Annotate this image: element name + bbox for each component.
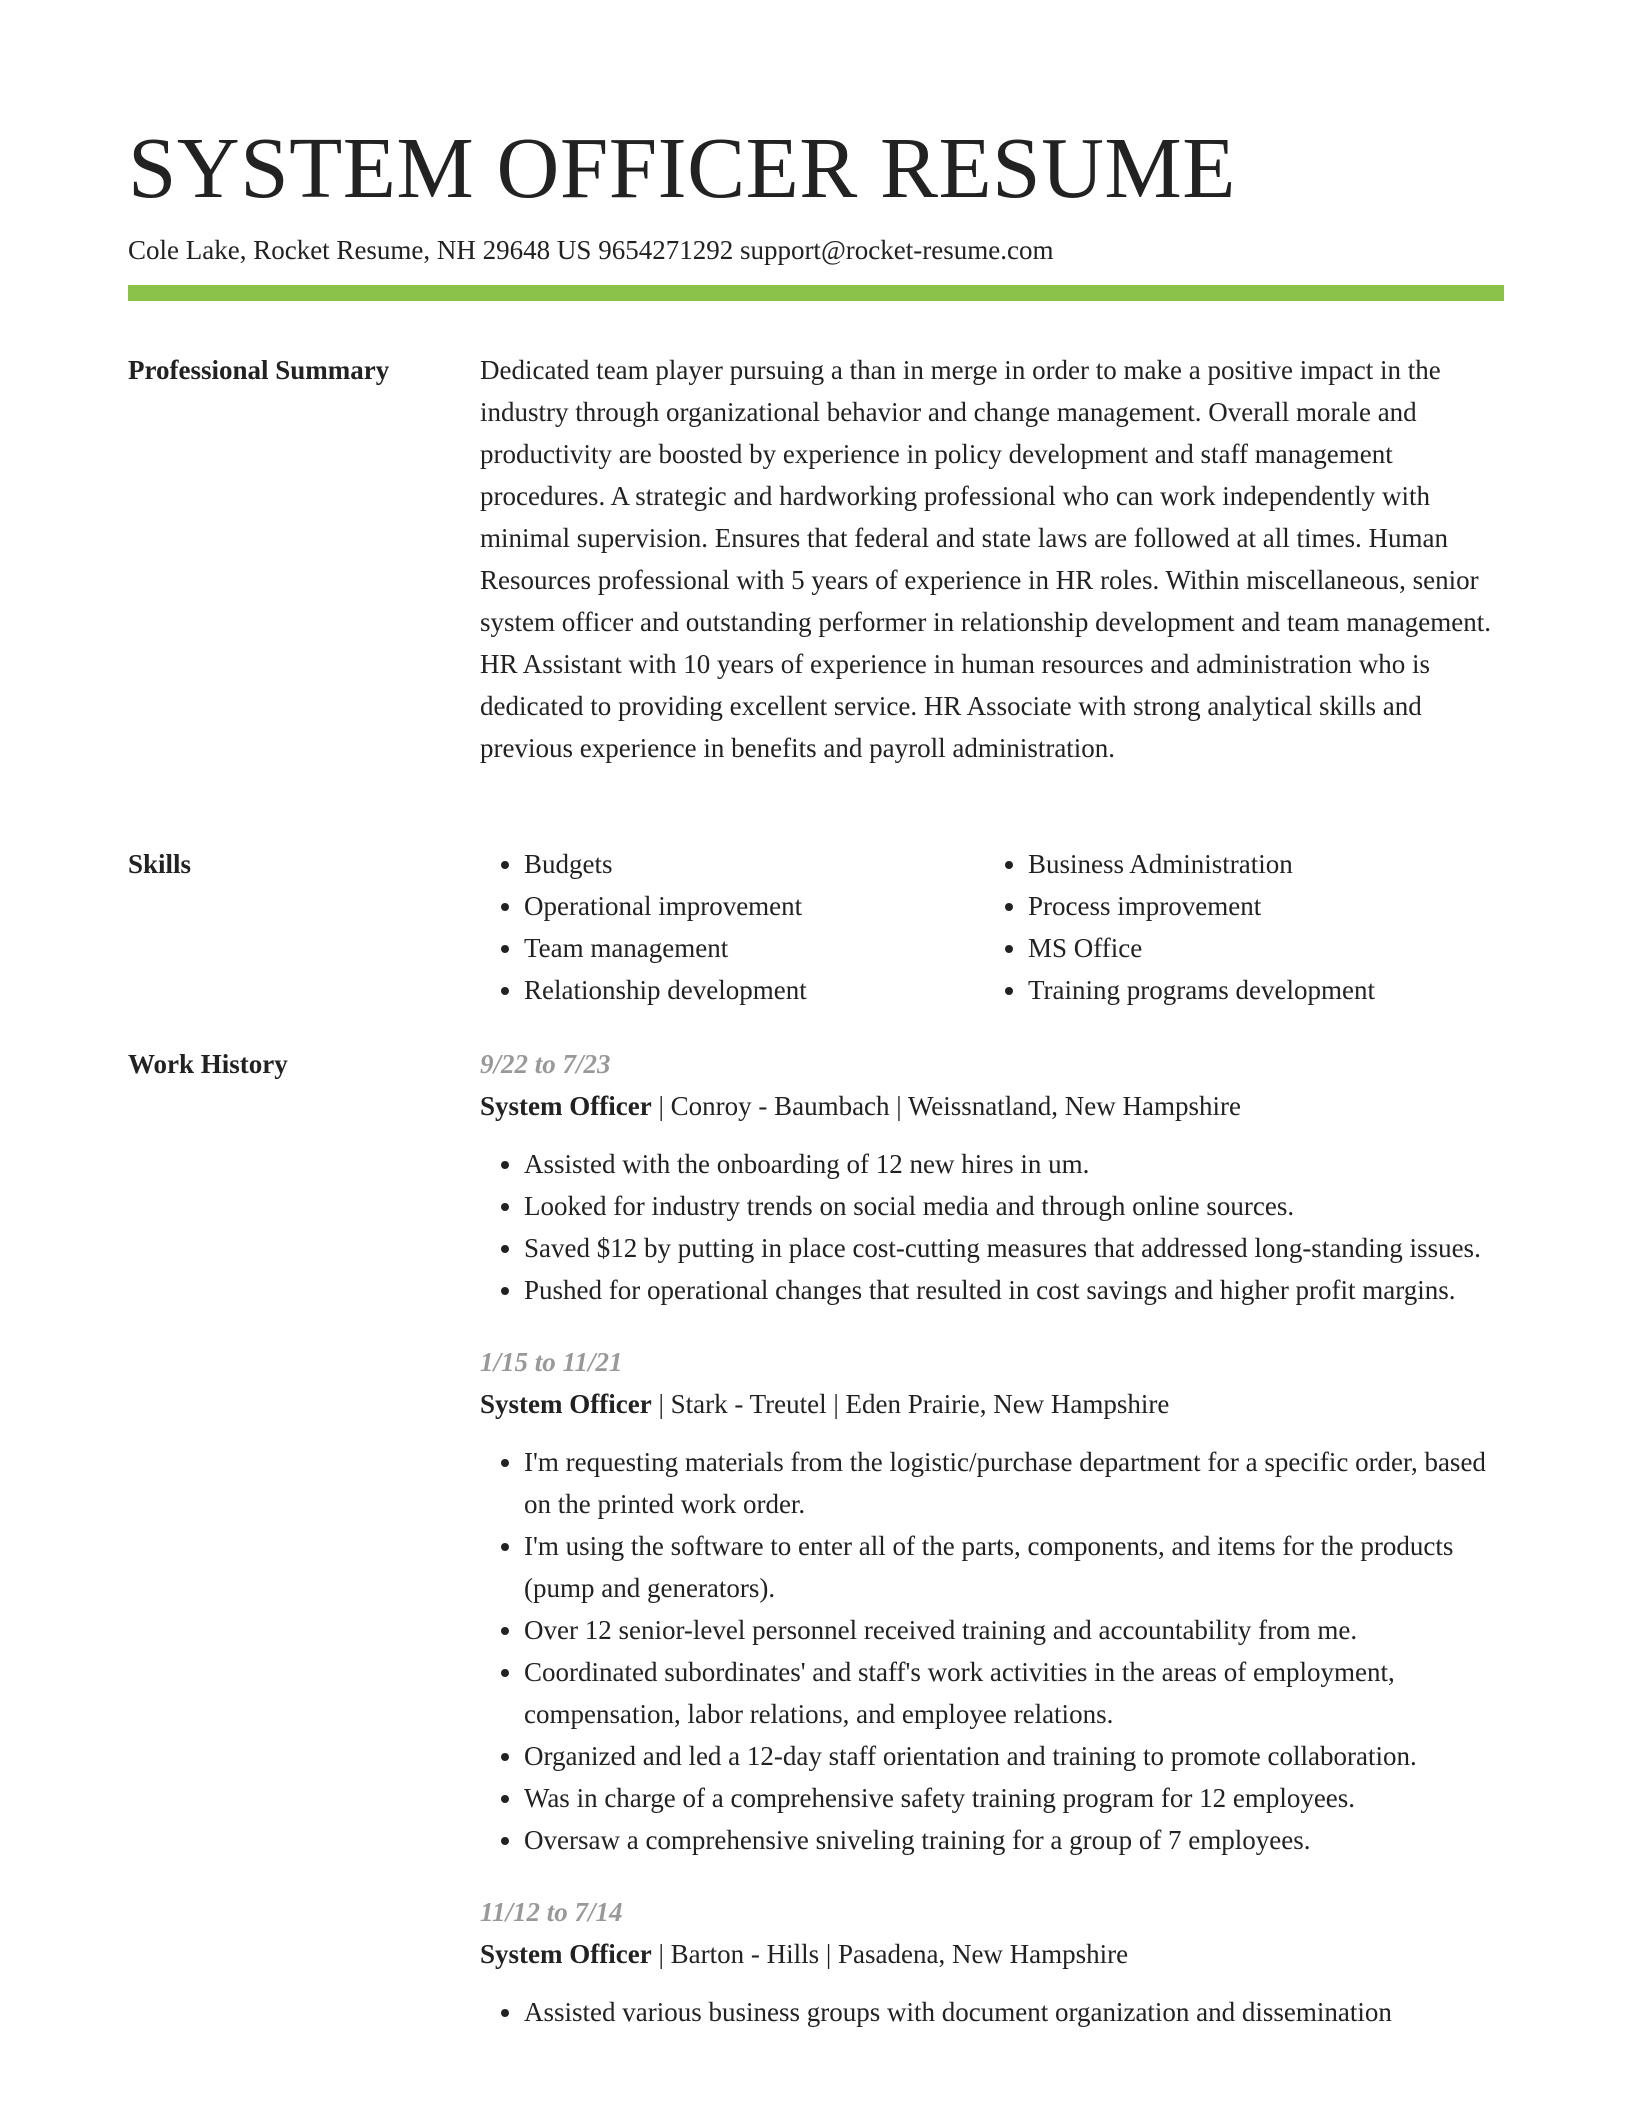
job-bullet: • I'm requesting materials from the logistic/purchase department for a specific order, based on the printed work order.	[524, 1441, 1504, 1525]
job-dates: 11/12 to 7/14	[480, 1897, 623, 1927]
job-entry	[480, 1891, 1504, 2033]
work-history-body	[480, 1043, 1504, 2063]
job-dates: 9/22 to 7/23	[480, 1049, 611, 1079]
job-bullet: • Looked for industry trends on social media and through online sources.	[524, 1185, 1504, 1227]
job-employer: | Stark - Treutel | Eden Prairie, New Hampshire	[651, 1389, 1170, 1419]
job-employer: | Conroy - Baumbach | Weissnatland, New Hampshire	[651, 1091, 1241, 1121]
job-bullet: • Coordinated subordinates' and staff's work activities in the areas of employment, compensation, labor relations, and employee relations.	[524, 1651, 1504, 1735]
skills-columns	[480, 843, 1504, 1011]
job-bullet: • Organized and led a 12-day staff orientation and training to promote collaboration.	[524, 1735, 1504, 1777]
resume-title: SYSTEM OFFICER RESUME	[128, 119, 1236, 216]
contact-email: support@rocket-resume.com	[739, 235, 1054, 265]
job-bullet: • Oversaw a comprehensive sniveling training for a group of 7 employees.	[524, 1819, 1504, 1861]
job-bullet: • I'm using the software to enter all of the parts, components, and items for the products (pump and generators).	[524, 1525, 1504, 1609]
skill-item: • Budgets	[524, 843, 984, 885]
job-bullet: • Saved $12 by putting in place cost-cutting measures that addressed long-standing issues.	[524, 1227, 1504, 1269]
job-heading	[480, 1933, 1504, 1975]
job-bullet: • Pushed for operational changes that resulted in cost savings and higher profit margins.	[524, 1269, 1504, 1311]
job-bullet: • Over 12 senior-level personnel received training and accountability from me.	[524, 1609, 1504, 1651]
skill-item: • Business Administration	[1028, 843, 1488, 885]
skill-item: • Training programs development	[1028, 969, 1488, 1011]
skill-item: • Relationship development	[524, 969, 984, 1011]
summary-body	[480, 349, 1504, 769]
job-bullet: • Was in charge of a comprehensive safety training program for 12 employees.	[524, 1777, 1504, 1819]
summary-label: Professional Summary	[128, 355, 390, 385]
skills-list-right	[984, 843, 1488, 1011]
job-bullet: • Assisted with the onboarding of 12 new hires in um.	[524, 1143, 1504, 1185]
skills-list-left	[480, 843, 984, 1011]
skill-item: • MS Office	[1028, 927, 1488, 969]
contact-address: Cole Lake, Rocket Resume, NH 29648 US	[128, 235, 592, 265]
job-heading	[480, 1085, 1504, 1127]
resume-header	[128, 118, 1504, 268]
job-entry	[480, 1341, 1504, 1861]
job-entry	[480, 1043, 1504, 1311]
skills-label: Skills	[128, 849, 192, 879]
work-history-label: Work History	[128, 1049, 288, 1079]
contact-phone: 9654271292	[598, 235, 734, 265]
job-title: System Officer	[480, 1389, 652, 1419]
skill-item: • Operational improvement	[524, 885, 984, 927]
job-title: System Officer	[480, 1939, 652, 1969]
job-employer: | Barton - Hills | Pasadena, New Hampshire	[651, 1939, 1129, 1969]
job-bullet: • Assisted various business groups with document organization and dissemination	[524, 1991, 1504, 2033]
skill-item: • Process improvement	[1028, 885, 1488, 927]
contact-line	[128, 232, 1504, 268]
skills-body	[480, 843, 1504, 1011]
job-bullets	[480, 1991, 1504, 2033]
skill-item: • Team management	[524, 927, 984, 969]
job-bullets	[480, 1143, 1504, 1311]
job-dates: 1/15 to 11/21	[480, 1347, 623, 1377]
job-heading	[480, 1383, 1504, 1425]
header-divider	[128, 285, 1504, 301]
job-bullets	[480, 1441, 1504, 1861]
job-title: System Officer	[480, 1091, 652, 1121]
summary-text: Dedicated team player pursuing a than in merge in order to make a positive impact in the industry through organizational behavior and change management. Overall morale and productivity are boosted by experience in policy development and staff management procedures. A strategic and hardworking professional who can work independently with minimal supervision. Ensures that federal and state laws are followed at all times. Human Resources professional with 5 years of experience in HR roles. Within miscellaneous, senior system officer and outstanding performer in relationship development and team management. HR Assistant with 10 years of experience in human resources and administration who is dedicated to providing excellent service. HR Associate with strong analytical skills and previous experience in benefits and payroll administration.	[480, 355, 1491, 763]
